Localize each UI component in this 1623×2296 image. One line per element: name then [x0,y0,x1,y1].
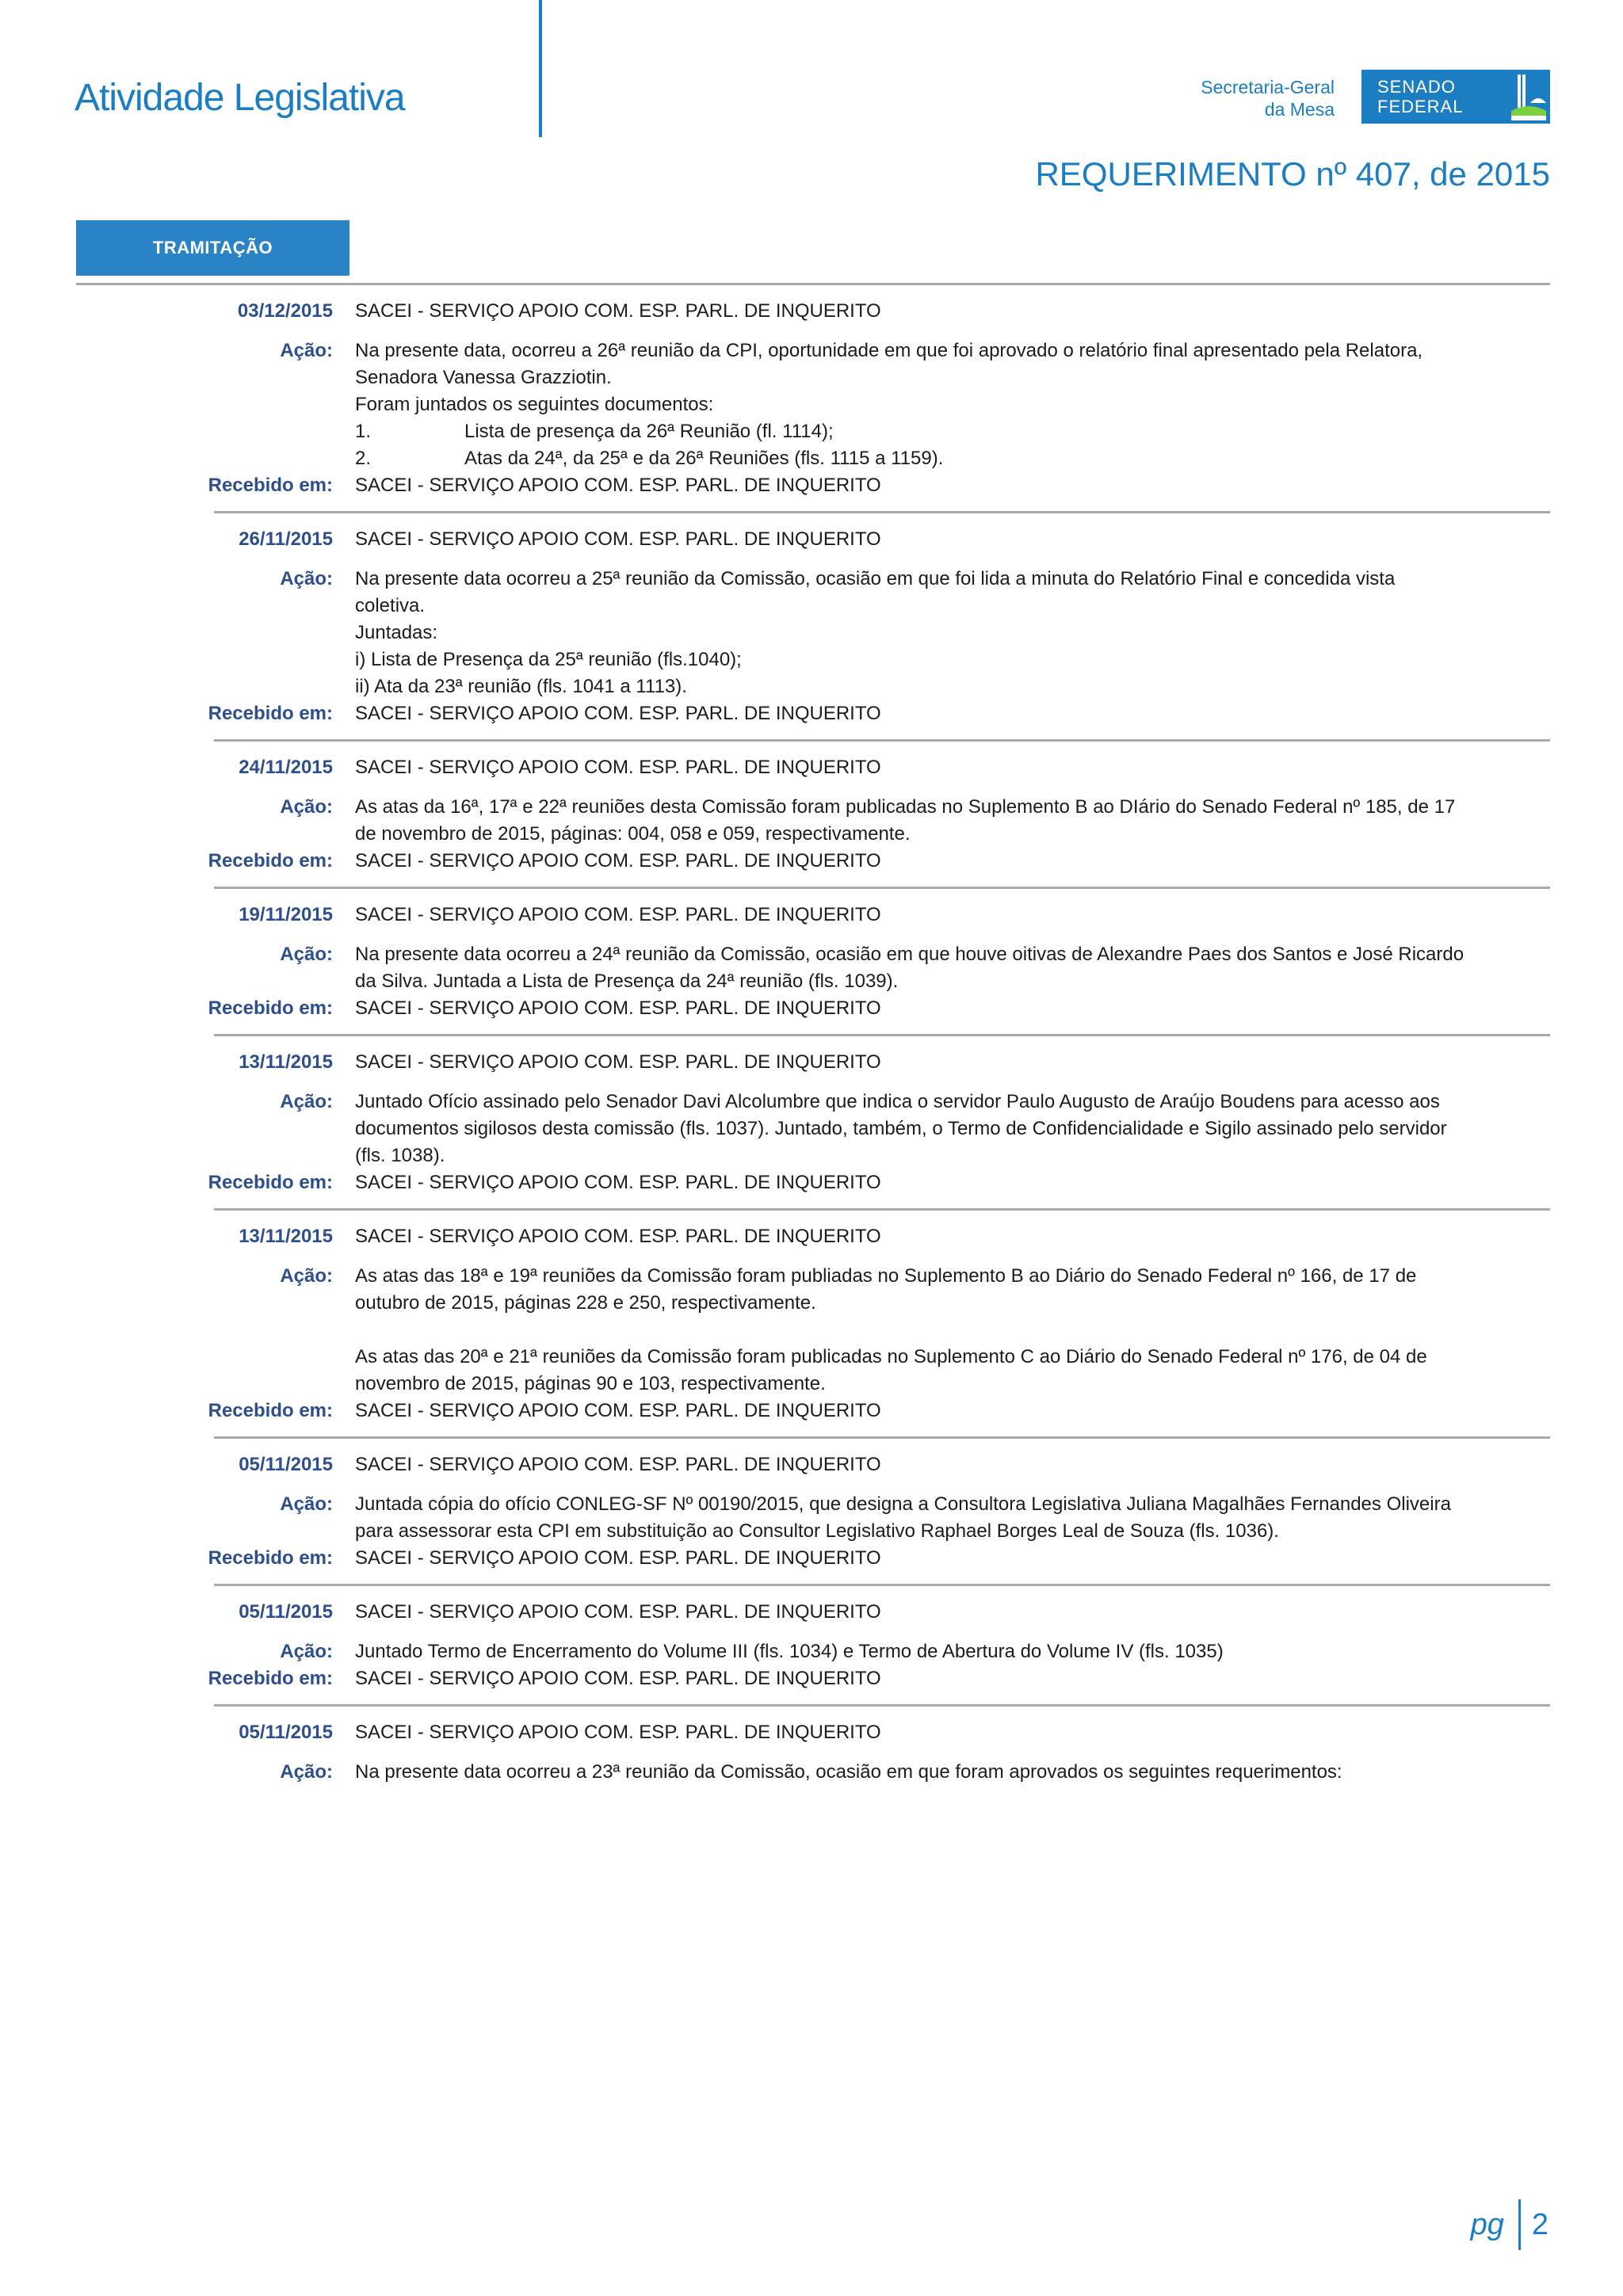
acao-label: Ação: [280,944,333,965]
entry-received: SACEI - SERVIÇO APOIO COM. ESP. PARL. DE INQUERITO [355,703,881,724]
recebido-label: Recebido em: [208,1547,333,1569]
entry-action [355,566,1550,700]
acao-label: Ação: [280,1641,333,1662]
acao-label: Ação: [280,1265,333,1287]
entry-received: SACEI - SERVIÇO APOIO COM. ESP. PARL. DE INQUERITO [355,1668,881,1689]
acao-label: Ação: [280,340,333,361]
acao-label: Ação: [280,1091,333,1112]
item-text: Lista de presença da 26ª Reunião (fl. 1114); [464,421,834,442]
tramitacao-entry [76,1439,1550,1586]
action-line: ii) Ata da 23ª reunião (fls. 1041 a 1113). [355,676,687,697]
recebido-label: Recebido em: [208,1400,333,1421]
entry-unit: SACEI - SERVIÇO APOIO COM. ESP. PARL. DE INQUERITO [355,1051,881,1073]
tramitacao-entry [76,1036,1550,1211]
tramitacao-entry [76,1586,1550,1707]
item-text: Atas da 24ª, da 25ª e da 26ª Reuniões (fls. 1115 a 1159). [464,448,944,469]
secretaria-line-1: Secretaria-Geral [1201,77,1335,97]
action-line: Na presente data ocorreu a 24ª reunião da Comissão, ocasião em que houve oitivas de Alexandre Paes dos Santos e José Ricardo [355,944,1465,965]
entry-action [355,338,1550,472]
entry-action [355,1491,1550,1545]
acao-label: Ação: [280,568,333,589]
entry-date: 26/11/2015 [239,528,333,550]
action-line: Na presente data ocorreu a 25ª reunião da Comissão, ocasião em que foi lida a minuta do Relatório Final e concedida vista [355,568,1396,589]
recebido-label: Recebido em: [208,1172,333,1193]
page-divider [1518,2199,1521,2250]
congress-building-icon [1508,70,1549,124]
entry-unit: SACEI - SERVIÇO APOIO COM. ESP. PARL. DE INQUERITO [355,1722,881,1743]
entry-action [355,1638,1550,1665]
entry-received: SACEI - SERVIÇO APOIO COM. ESP. PARL. DE INQUERITO [355,1172,881,1193]
entry-date: 19/11/2015 [239,904,333,925]
action-line: Juntado Ofício assinado pelo Senador Davi Alcolumbre que indica o servidor Paulo Augusto de Araújo Boudens para acesso aos [355,1091,1440,1112]
recebido-label: Recebido em: [208,475,333,496]
entry-received: SACEI - SERVIÇO APOIO COM. ESP. PARL. DE INQUERITO [355,1400,881,1421]
entry-action [355,1759,1550,1786]
recebido-label: Recebido em: [208,997,333,1019]
tramitacao-entry [76,742,1550,889]
action-line: documentos sigilosos desta comissão (fls. 1037). Juntado, também, o Termo de Confidencialidade e Sigilo assinado pelo servidor [355,1118,1447,1139]
tramitacao-entry [76,889,1550,1036]
page-number [1471,2199,1549,2250]
acao-label: Ação: [280,796,333,818]
document-item [355,445,1526,472]
action-line: outubro de 2015, páginas 228 e 250, respectivamente. [355,1292,816,1314]
page-label: pg [1470,2207,1504,2241]
action-line: As atas da 16ª, 17ª e 22ª reuniões desta Comissão foram publicadas no Suplemento B ao DIário do Senado Federal nº 185, de 17 [355,796,1456,818]
entry-date: 13/11/2015 [239,1051,333,1073]
action-line: da Silva. Juntada a Lista de Presença da 24ª reunião (fls. 1039). [355,971,899,992]
page-value: 2 [1531,2207,1549,2241]
action-line: coletiva. [355,595,426,616]
tramitacao-entry [76,513,1550,742]
entry-unit: SACEI - SERVIÇO APOIO COM. ESP. PARL. DE INQUERITO [355,1454,881,1475]
entry-action [355,1263,1550,1398]
entry-received: SACEI - SERVIÇO APOIO COM. ESP. PARL. DE INQUERITO [355,475,881,496]
acao-label: Ação: [280,1761,333,1783]
recebido-label: Recebido em: [208,850,333,871]
action-line: Senadora Vanessa Grazziotin. [355,367,612,388]
entry-date: 13/11/2015 [239,1226,333,1247]
action-line: i) Lista de Presença da 25ª reunião (fls.1040); [355,649,742,670]
entry-action [355,794,1550,848]
action-line: novembro de 2015, páginas 90 e 103, respectivamente. [355,1373,826,1394]
logo-line-1: SENADO [1377,77,1456,97]
action-line: Foram juntados os seguintes documentos: [355,394,714,415]
action-line: As atas das 18ª e 19ª reuniões da Comissão foram publiadas no Suplemento B ao Diário do Senado Federal nº 166, de 17 de [355,1265,1417,1287]
recebido-label: Recebido em: [208,703,333,724]
tramitacao-entry [76,1707,1550,1800]
entry-unit: SACEI - SERVIÇO APOIO COM. ESP. PARL. DE INQUERITO [355,1226,881,1247]
action-line: Na presente data, ocorreu a 26ª reunião da CPI, oportunidade em que foi aprovado o relatório final apresentado pela Relatora, [355,340,1423,361]
entry-action [355,1089,1550,1169]
action-line: de novembro de 2015, páginas: 004, 058 e 059, respectivamente. [355,823,911,845]
item-number: 2. [355,448,372,469]
entry-date: 24/11/2015 [239,757,333,778]
entry-action [355,941,1550,995]
tramitacao-entry [76,285,1550,513]
entry-unit: SACEI - SERVIÇO APOIO COM. ESP. PARL. DE INQUERITO [355,528,881,550]
acao-label: Ação: [280,1493,333,1515]
entry-unit: SACEI - SERVIÇO APOIO COM. ESP. PARL. DE INQUERITO [355,300,881,322]
document-title: REQUERIMENTO nº 407, de 2015 [1035,155,1550,193]
action-line: Juntada cópia do ofício CONLEG-SF Nº 00190/2015, que designa a Consultora Legislativa Juliana Magalhães Fernandes Oliveira [355,1493,1451,1515]
document-item [355,418,1526,445]
item-number: 1. [355,421,372,442]
entry-unit: SACEI - SERVIÇO APOIO COM. ESP. PARL. DE INQUERITO [355,904,881,925]
entry-unit: SACEI - SERVIÇO APOIO COM. ESP. PARL. DE INQUERITO [355,1601,881,1623]
action-line: Juntadas: [355,622,438,643]
header-divider [539,0,542,137]
entry-date: 05/11/2015 [239,1454,333,1475]
action-line: Na presente data ocorreu a 23ª reunião da Comissão, ocasião em que foram aprovados os seguintes requerimentos: [355,1761,1342,1783]
logo-line-2: FEDERAL [1377,97,1464,116]
entry-date: 05/11/2015 [239,1601,333,1623]
tramitacao-list [76,285,1550,1800]
tramitacao-entry [76,1211,1550,1439]
action-line: para assessorar esta CPI em substituição ao Consultor Legislativo Raphael Borges Leal de Souza (fls. 1036). [355,1520,1279,1542]
entry-date: 03/12/2015 [237,300,333,322]
entry-date: 05/11/2015 [239,1722,333,1743]
page-header-title: Atividade Legislativa [74,77,405,119]
action-line: As atas das 20ª e 21ª reuniões da Comissão foram publicadas no Suplemento C ao Diário do Senado Federal nº 176, de 04 de [355,1346,1427,1367]
secretaria-label [1201,76,1335,120]
entry-received: SACEI - SERVIÇO APOIO COM. ESP. PARL. DE INQUERITO [355,997,881,1019]
recebido-label: Recebido em: [208,1668,333,1689]
entry-unit: SACEI - SERVIÇO APOIO COM. ESP. PARL. DE INQUERITO [355,757,881,778]
secretaria-line-2: da Mesa [1264,99,1335,120]
action-line: (fls. 1038). [355,1145,445,1166]
entry-received: SACEI - SERVIÇO APOIO COM. ESP. PARL. DE INQUERITO [355,1547,881,1569]
action-line: Juntado Termo de Encerramento do Volume III (fls. 1034) e Termo de Abertura do Volume IV (fls. 1035) [355,1641,1224,1662]
tab-tramitacao[interactable]: TRAMITAÇÃO [76,220,349,276]
entry-received: SACEI - SERVIÇO APOIO COM. ESP. PARL. DE INQUERITO [355,850,881,871]
